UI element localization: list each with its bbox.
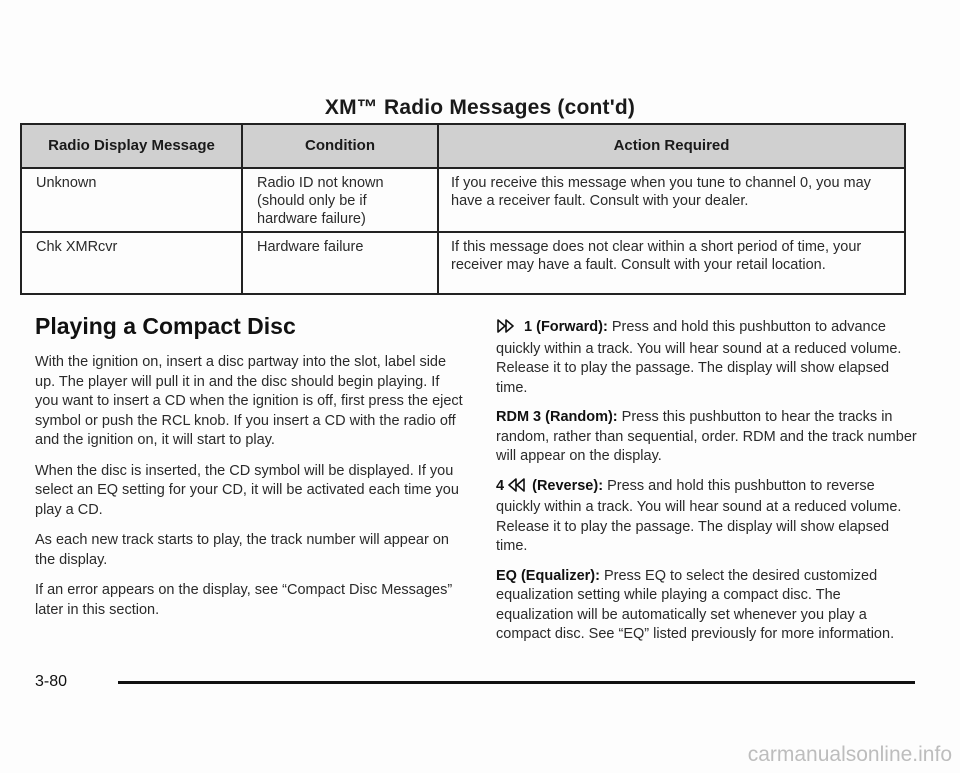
- cell-action: If this message does not clear within a short period of time, your receiver may have a fault. Consult with your retail location.: [438, 232, 905, 294]
- reverse-icon: [504, 478, 526, 499]
- forward-icon: [496, 319, 518, 340]
- forward-text: Press and hold this pushbutton to advance quickly within a track. You will hear sound at a reduced volume. Release it to play the passage. The display will show elapsed time.: [496, 319, 902, 396]
- header-condition: Condition: [242, 124, 438, 168]
- cell-message: Unknown: [21, 168, 242, 232]
- reverse-button-description: [496, 477, 921, 557]
- cell-action: If you receive this message when you tune to channel 0, you may have a receiver fault. Consult with your dealer.: [438, 168, 905, 232]
- random-text: Press this pushbutton to hear the tracks in random, rather than sequential, order. RDM and the track number will appear on the display.: [496, 409, 917, 464]
- footer-rule: [118, 681, 915, 684]
- forward-label: 1 (Forward):: [524, 319, 608, 335]
- paragraph: When the disc is inserted, the CD symbol will be displayed. If you select an EQ setting for your CD, it will be activated each time you play a CD.: [35, 462, 459, 518]
- equalizer-button-description: [496, 567, 921, 645]
- left-column: [35, 312, 465, 631]
- reverse-number: 4: [496, 477, 505, 494]
- forward-button-description: [496, 318, 921, 398]
- table-row: [21, 168, 905, 232]
- reverse-text: Press and hold this pushbutton to reverse quickly within a track. You will hear sound at a reduced volume. Release it to play the passage. The display will show elapsed time.: [496, 477, 902, 554]
- radio-messages-table: [20, 123, 906, 295]
- equalizer-label: EQ (Equalizer):: [496, 567, 600, 584]
- table-row: [21, 232, 905, 294]
- table-header-row: [21, 124, 905, 168]
- header-radio-display-message: Radio Display Message: [21, 124, 242, 168]
- random-label: RDM 3 (Random):: [496, 409, 618, 425]
- reverse-label: (Reverse):: [532, 477, 604, 494]
- cell-message: Chk XMRcvr: [21, 232, 242, 294]
- cell-condition: Hardware failure: [242, 232, 438, 294]
- paragraph: If an error appears on the display, see “Compact Disc Messages” later in this section.: [35, 582, 453, 618]
- watermark: carmanualsonline.info: [747, 743, 952, 766]
- equalizer-text: Press EQ to select the desired customized equalization setting while playing a compact disc. The equalization will be automatically set whenever you play a compact disc. See “EQ” listed previously for more information.: [496, 567, 895, 642]
- section-heading: Playing a Compact Disc: [35, 313, 296, 339]
- cell-condition: Radio ID not known (should only be if hardware failure): [242, 168, 438, 232]
- paragraph: As each new track starts to play, the track number will appear on the display.: [35, 532, 449, 568]
- header-action-required: Action Required: [438, 124, 905, 168]
- right-column: [496, 318, 921, 655]
- random-button-description: [496, 408, 921, 467]
- page-number: 3-80: [35, 673, 68, 690]
- paragraph: With the ignition on, insert a disc partway into the slot, label side up. The player will pull it in and the disc should begin playing. If you want to insert a CD when the ignition is off, first press the eject symbol or push the RCL knob. If you insert a CD with the radio off and the ignition on, it will start to play.: [35, 354, 463, 448]
- table-title: XM™ Radio Messages (cont'd): [324, 96, 636, 119]
